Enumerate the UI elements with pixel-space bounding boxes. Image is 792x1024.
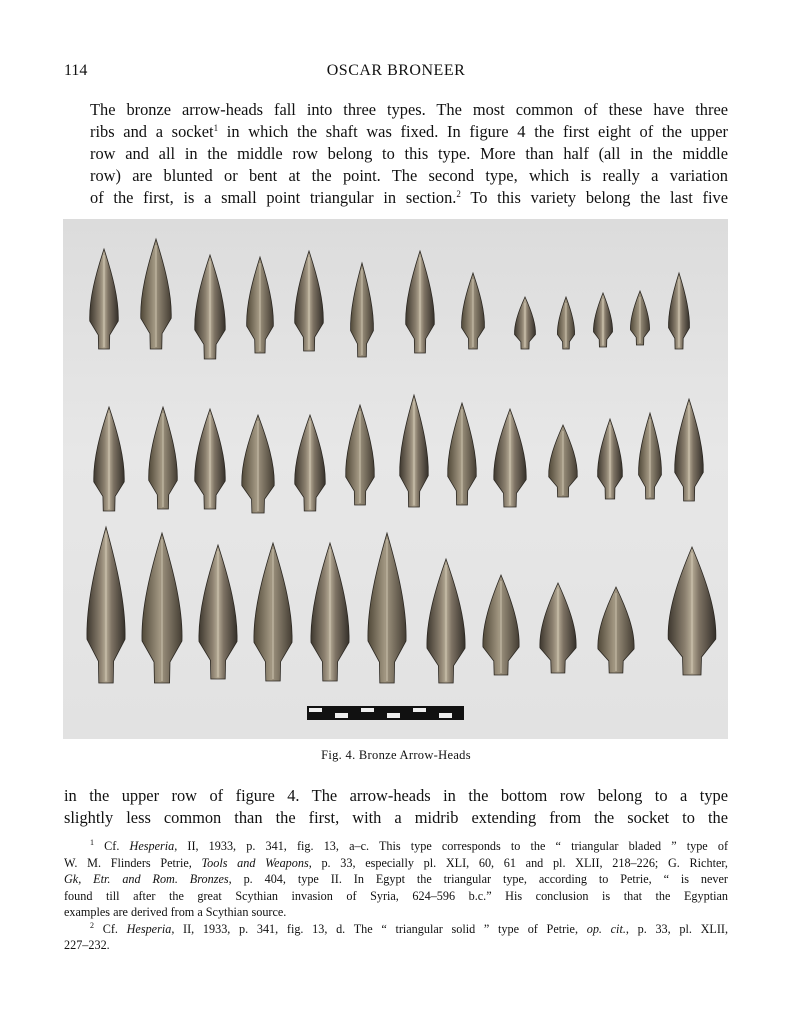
arrow-head (598, 587, 634, 673)
running-head: OSCAR BRONEER (326, 62, 466, 79)
footnote-line: found till after the great Scythian invasion of Syria, 624–596 b.c.” His conclusion is that the Egyptian (64, 888, 728, 903)
arrow-head (630, 291, 649, 345)
arrow-head (675, 399, 704, 501)
figure-caption: Fig. 4. Bronze Arrow-Heads (321, 748, 471, 762)
footnote-1 (64, 838, 728, 921)
arrow-head (90, 249, 119, 349)
arrow-head (669, 273, 690, 349)
text-line: row and all in the middle row belong to this type. More than half (all in the middle (90, 144, 728, 163)
arrow-head (462, 273, 485, 349)
arrow-head (483, 575, 519, 675)
arrow-head (311, 543, 349, 681)
text-line: ribs and a socket$^1$ in which the shaft was fixed. In figure 4 the first eight of the upper (90, 122, 728, 141)
arrow-head (346, 405, 375, 505)
body-paragraph-2 (64, 785, 728, 829)
arrow-head (199, 545, 237, 679)
arrow-head (295, 251, 324, 351)
arrow-head (94, 407, 125, 511)
arrow-head (351, 263, 374, 357)
arrow-head (515, 297, 536, 349)
arrow-head (448, 403, 477, 505)
arrow-head (593, 293, 612, 347)
arrow-head (149, 407, 178, 509)
arrow-head (639, 413, 662, 499)
footnote-line: $^2$ Cf. Hesperia, II, 1933, p. 341, fig. 13, d. The “ triangular solid ” type of Petrie, op. cit., p. 33, pl. XLII, (90, 920, 729, 936)
arrow-head (195, 255, 226, 359)
page-number: 114 (64, 62, 88, 79)
arrow-head (141, 239, 172, 349)
arrow-head (540, 583, 576, 673)
footnote-ref-1[interactable]: 1 (213, 123, 219, 133)
footnote-line: W. M. Flinders Petrie, Tools and Weapons, p. 33, especially pl. XLI, 60, 61 and pl. XLII, 218–226; G. Richter, (64, 855, 728, 870)
arrow-heads-photograph (63, 219, 728, 739)
arrow-head (549, 425, 578, 497)
arrow-head (87, 527, 125, 683)
body-paragraph-1 (64, 99, 728, 209)
arrow-head (242, 415, 274, 513)
footnote-line: examples are derived from a Scythian source. (64, 905, 287, 919)
footnotes (64, 838, 728, 954)
footnote-2 (64, 921, 728, 954)
arrow-head (557, 297, 574, 349)
text-line: The bronze arrow-heads fall into three types. The most common of these have three (90, 100, 728, 119)
arrow-head (668, 547, 716, 675)
arrow-head (427, 559, 465, 683)
arrow-head (295, 415, 326, 511)
text-line: in the upper row of figure 4. The arrow-heads in the bottom row belong to a type (64, 786, 728, 805)
arrow-head (254, 543, 292, 681)
arrow-head (247, 257, 274, 353)
arrow-head (142, 533, 182, 683)
text-line: slightly less common than the first, with a midrib extending from the socket to the (64, 808, 728, 827)
footnote-line: Gk, Etr. and Rom. Bronzes, p. 404, type II. In Egypt the triangular type, according to Petrie, “ is never (64, 872, 728, 886)
arrow-head (494, 409, 526, 507)
arrow-head (598, 419, 623, 499)
arrow-head (406, 251, 435, 353)
arrow-head (195, 409, 226, 509)
footnote-line: 227–232. (64, 938, 110, 952)
arrow-head (400, 395, 429, 507)
arrow-head (368, 533, 406, 683)
footnote-ref-2[interactable]: 2 (456, 189, 461, 199)
text-line: row) are blunted or bent at the point. The second type, which is really a variation (90, 166, 728, 185)
text-line: of the first, is a small point triangular in section.$^2$ To this variety belong the last five (90, 188, 728, 207)
footnote-line: $^1$ Cf. Hesperia, II, 1933, p. 341, fig. 13, a–c. This type corresponds to the “ triangular bladed ” type of (90, 838, 729, 853)
scale-bar (307, 706, 464, 720)
